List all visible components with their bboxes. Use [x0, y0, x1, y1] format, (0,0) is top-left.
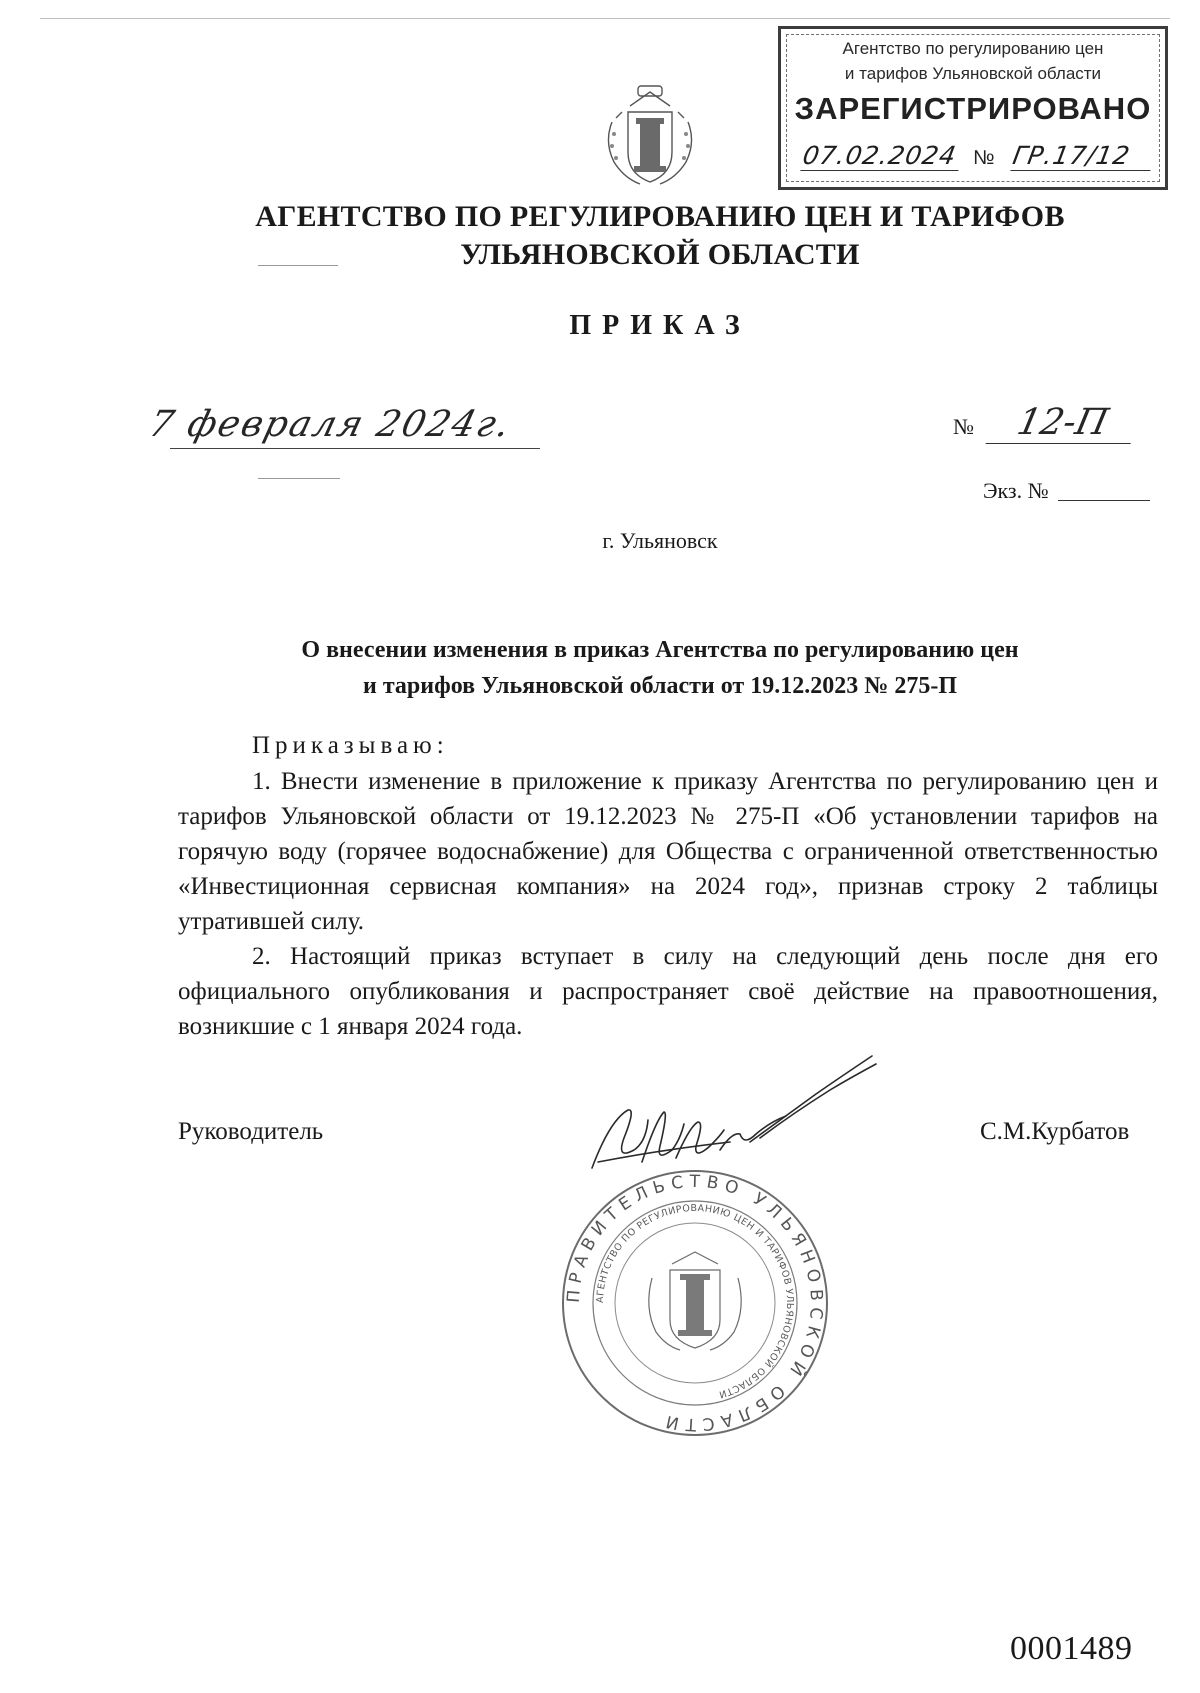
registration-stamp — [778, 26, 1168, 190]
copy-number-line — [1058, 500, 1150, 501]
order-directive: Приказываю: — [252, 732, 449, 759]
agency-name-line2: УЛЬЯНОВСКОЙ ОБЛАСТИ — [460, 238, 860, 271]
subject-line2: и тарифов Ульяновской области от 19.12.2023 № 275-П — [363, 673, 957, 699]
order-number-label: № — [953, 414, 974, 439]
stamp-registered-title: ЗАРЕГИСТРИРОВАНО — [794, 91, 1152, 126]
seal-outer-text: ПРАВИТЕЛЬСТВО УЛЬЯНОВСКОЙ ОБЛАСТИ — [563, 1171, 827, 1435]
copy-number-label: Экз. № — [983, 478, 1049, 503]
order-number-handwritten: 12-П — [986, 402, 1140, 444]
stamp-agency-line1: Агентство по регулированию цен — [842, 39, 1104, 58]
order-body — [178, 728, 1158, 1044]
agency-name-line1: АГЕНТСТВО ПО РЕГУЛИРОВАНИЮ ЦЕН И ТАРИФОВ — [255, 200, 1065, 233]
signatory-name: С.М.Курбатов — [980, 1118, 1130, 1145]
order-subject — [0, 632, 1200, 704]
coat-of-arms-icon — [600, 82, 700, 192]
handwritten-signature-icon — [580, 1050, 890, 1180]
signatory-position: Руководитель — [178, 1118, 324, 1145]
seal-inner-text: АГЕНТСТВО ПО РЕГУЛИРОВАНИЮ ЦЕН И ТАРИФОВ УЛЬЯНОВСКОЙ ОБЛАСТИ — [594, 1202, 796, 1400]
stamp-registration-details — [795, 141, 1151, 179]
order-date-handwritten: 7 февраля 2024г. — [144, 404, 516, 445]
official-seal-icon — [560, 1168, 830, 1438]
order-paragraph-2: 2. Настоящий приказ вступает в силу на следующий день после дня его официального опубликования и распространяет своё действие на правоотношения, возникшие с 1 января 2024 года. — [178, 943, 1158, 1040]
stamp-registration-number: ГР.17/12 — [1010, 141, 1155, 171]
subject-line1: О внесении изменения в приказ Агентства по регулированию цен — [301, 637, 1019, 663]
date-underline — [170, 448, 540, 449]
stamp-registration-date: 07.02.2024 — [800, 141, 963, 171]
stamp-agency-line2: и тарифов Ульяновской области — [844, 64, 1102, 83]
scan-top-rule — [40, 18, 1170, 19]
order-paragraph-1: 1. Внести изменение в приложение к приказу Агентства по регулированию цен и тарифов Ульяновской области от 19.12.2023 № 275-П «Об установлении тарифов на горячую воду (горячее водоснабжение) для Общества с ограниченной ответственностью «Инвестиционная сервисная компания» на 2024 год», признав строку 2 таблицы утратившей силу. — [178, 768, 1158, 935]
city: г. Ульяновск — [602, 528, 718, 553]
scan-mark — [258, 478, 340, 479]
document-type: ПРИКАЗ — [569, 310, 751, 341]
document-serial-number: 0001489 — [1010, 1630, 1133, 1667]
agency-name — [0, 198, 1200, 274]
stamp-number-label: № — [973, 147, 995, 169]
